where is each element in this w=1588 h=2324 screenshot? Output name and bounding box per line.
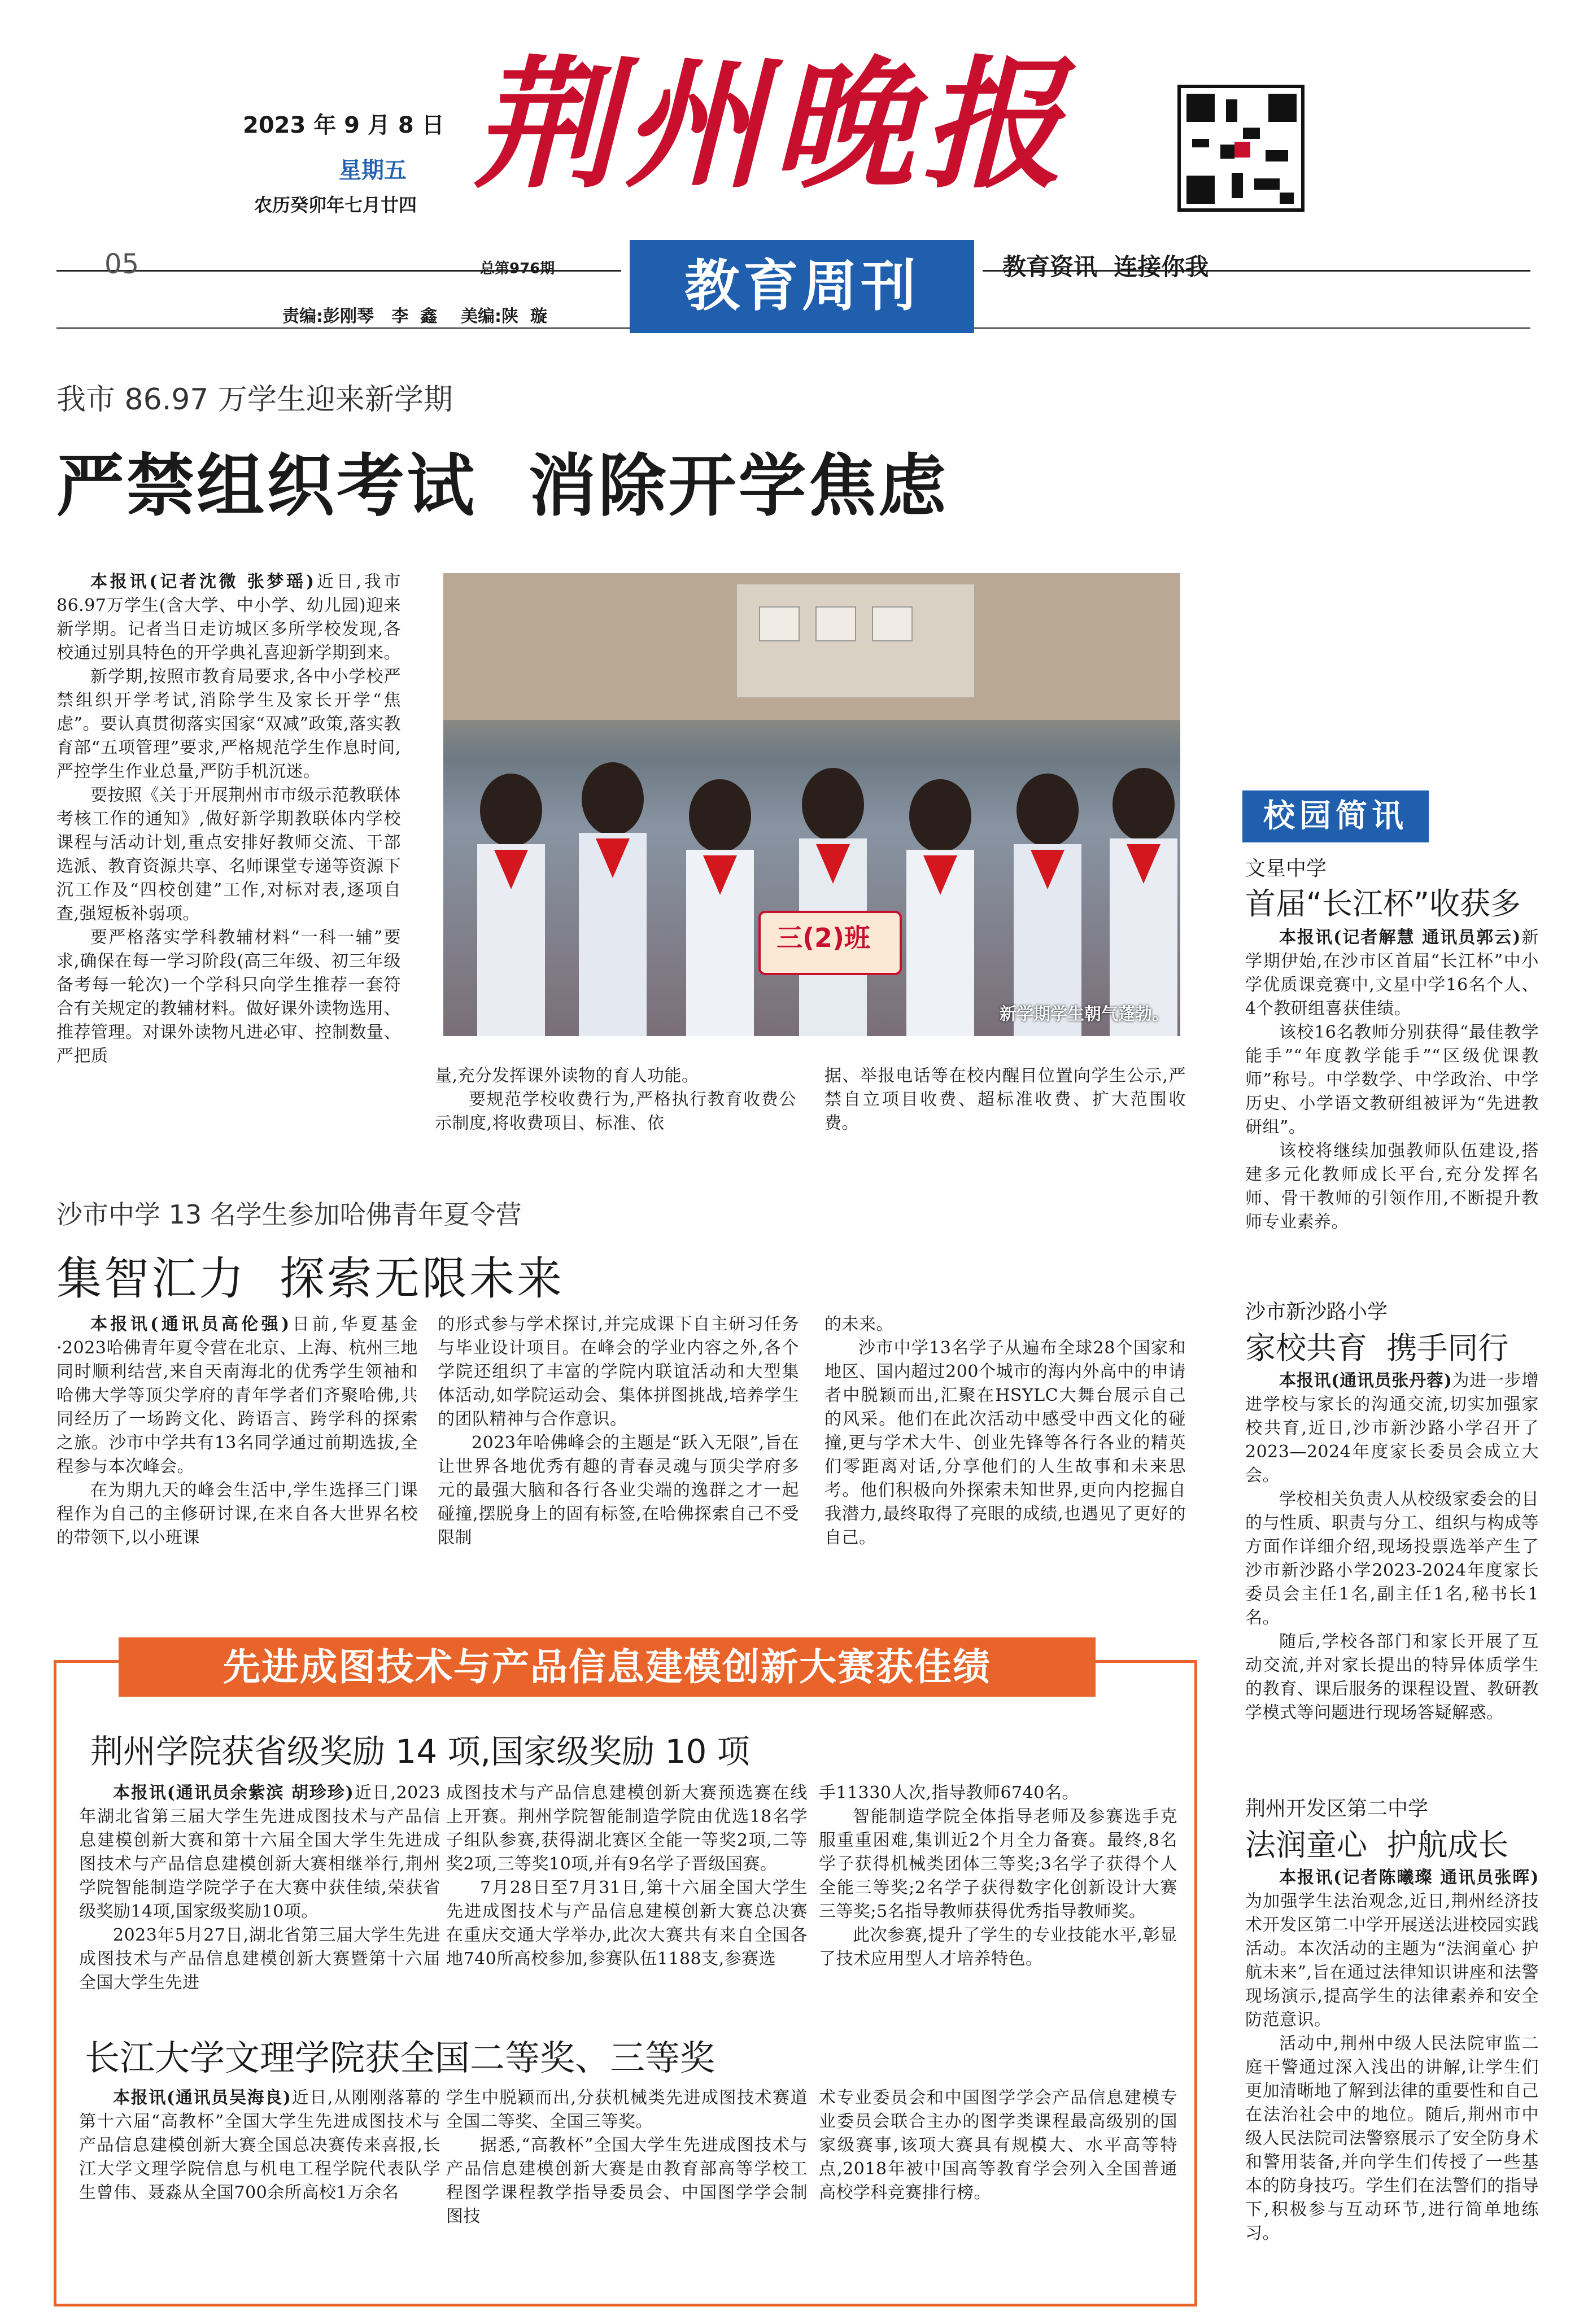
story2-column-3 xyxy=(824,1313,1186,1550)
sidebar-item2-body xyxy=(1245,1369,1539,1725)
feature-a-paragraph-1: 近日,2023年湖北省第三届大学生先进成图技术与产品信息建模创新大赛和第十六届全国大学生先进成图技术与产品信息建模创新大赛相继举行,荆州学院智能制造学院学子在大赛中获佳绩,荣获省级奖励14项,国家级奖励10项。 xyxy=(79,1783,440,1921)
masthead-lunar: 农历癸卯年七月廿四 xyxy=(254,194,417,216)
story1-col2-text-b: 要规范学校收费行为,严格执行教育收费公示制度,将收费项目、标准、依 xyxy=(435,1090,796,1133)
story2-paragraph-1: 日前,华夏基金·2023哈佛青年夏令营在北京、上海、杭州三地同时顺利结营,来自天南海北的优秀学生领袖和哈佛大学等顶尖学府的青年学者们齐聚哈佛,共同经历了一场跨文化、跨语言、跨学科的探索之旅。沙市中学共有13名同学通过前期选拔,全程参与本次峰会。 xyxy=(56,1314,418,1476)
feature-banner xyxy=(119,1637,1096,1697)
sidebar-item2-p1: 为进一步增进学校与家长的沟通交流,切实加强家校共育,近日,沙市新沙路小学召开了2023—2024年度家长委员会成立大会。 xyxy=(1245,1371,1539,1486)
sidebar-item3-headline: 法润童心 护航成长 xyxy=(1245,1827,1509,1863)
sidebar-item3-byline: 本报讯(记者陈曦璨 通讯员张晖) xyxy=(1279,1868,1539,1888)
sidebar-item2-p2: 学校相关负责人从校级家委会的目的与性质、职责与分工、组织与构成等方面作详细介绍,现场投票选举产生了沙市新沙路小学2023-2024年度家长委员会主任1名,副主任1名,秘书长1名。 xyxy=(1245,1489,1539,1628)
feature-b-paragraph-4: 术专业委员会和中国图学学会产品信息建模专业委员会联合主办的图学类课程最高级别的国家级赛事,该项大赛具有规模大、水平高等特点,2018年被中国高等教育学会列入全国普通高校学科竞赛排行榜。 xyxy=(819,2088,1177,2203)
story2-paragraph-6: 沙市中学13名学子从遍布全球28个国家和地区、国内超过200个城市的海内外高中的申请者中脱颖而出,汇聚在HSYLC大舞台展示自己的风采。他们在此次活动中感受中西文化的碰撞,更与学术大牛、创业先锋等各行各业的精英们零距离对话,分享他们的人生故事和未来思考。他们积极向外探索未知世界,更向内挖掘自我潜力,最终取得了亮眼的成绩,也遇见了更好的自己。 xyxy=(824,1338,1186,1548)
sidebar-item3-p2: 活动中,荆州中级人民法院审监二庭干警通过深入浅出的讲解,让学生们更加清晰地了解到法律的重要性和自己在法治社会中的地位。随后,荆州市中级人民法院司法警察展示了安全防身术和警用装备,并向学生们传授了一些基本的防身技巧。学生们在法警们的指导下,积极参与互动环节,进行简单地练习。 xyxy=(1245,2034,1539,2243)
feature-a-paragraph-3: 成图技术与产品信息建模创新大赛预选赛在线上开赛。荆州学院智能制造学院由优选18名学子组队参赛,获得湖北赛区全能一等奖2项,二等奖2项,三等奖10项,并有9名学子晋级国赛。 xyxy=(446,1783,808,1874)
sidebar-item3-school: 荆州开发区第二中学 xyxy=(1245,1797,1429,1820)
story1-byline: 本报讯(记者沈微 张梦瑶) xyxy=(90,572,315,592)
story1-headline: 严禁组织考试 消除开学焦虑 xyxy=(56,447,949,526)
sidebar-badge xyxy=(1242,790,1429,842)
story2-column-2 xyxy=(438,1313,799,1550)
class-sign: 三(2)班 xyxy=(776,923,871,953)
newspaper-title: 荆州晚报 xyxy=(474,41,1071,207)
feature-b-column-2 xyxy=(446,2086,808,2229)
sidebar-badge-text: 校园简讯 xyxy=(1263,798,1408,835)
section-title: 教育周刊 xyxy=(684,254,919,318)
sidebar-item1-p2: 该校16名教师分别获得“最佳教学能手”“年度教学能手”“区级优课教师”称号。中学数学、中学政治、中学历史、小学语文教研组被评为“先进教研组”。 xyxy=(1245,1023,1539,1137)
story1-column-2 xyxy=(435,1064,796,1135)
story2-paragraph-3: 的形式参与学术探讨,并完成课下自主研习任务与毕业设计项目。在峰会的学业内容之外,各个学院还组织了丰富的学院内联谊活动和大型集体活动,如学院运动会、集体拼图挑战,培养学生的团队精神与合作意识。 xyxy=(438,1314,799,1429)
story2-kicker: 沙市中学 13 名学生参加哈佛青年夏令营 xyxy=(56,1199,522,1230)
feature-a-paragraph-2: 2023年5月27日,湖北省第三届大学生先进成图技术与产品信息建模创新大赛暨第十六届全国大学生先进 xyxy=(79,1925,440,1993)
story1-paragraph-4: 要严格落实学科教辅材料“一科一辅”要求,确保在每一学习阶段(高三年级、初三年级备考每一轮次)一个学科只向学生推荐一套符合有关规定的教辅材料。做好课外读物选用、推荐管理。对课外读物凡进必审、控制数量、严把质 xyxy=(56,928,401,1066)
feature-a-paragraph-4: 7月28日至7月31日,第十六届全国大学生先进成图技术与产品信息建模创新大赛总决赛在重庆交通大学举办,此次大赛共有来自全国各地740所高校参加,参赛队伍1188支,参赛选 xyxy=(446,1878,808,1969)
sidebar-item1-school: 文星中学 xyxy=(1245,857,1327,880)
feature-banner-text: 先进成图技术与产品信息建模创新大赛获佳绩 xyxy=(223,1645,991,1689)
story1-column-3 xyxy=(824,1064,1186,1135)
qr-code-icon xyxy=(1177,85,1305,212)
masthead-weekday: 星期五 xyxy=(339,158,407,184)
feature-a-paragraph-7: 此次参赛,提升了学生的专业技能水平,彰显了技术应用型人才培养特色。 xyxy=(819,1925,1177,1969)
story2-paragraph-2: 在为期九天的峰会生活中,学生选择三门课程作为自己的主修研讨课,在来自各大世界名校的带领下,以小班课 xyxy=(56,1480,418,1548)
sidebar-item3-p1: 为加强学生法治观念,近日,荆州经济技术开发区第二中学开展送法进校园实践活动。本次活动的主题为“法润童心 护航未来”,旨在通过法律知识讲座和法警现场演示,提高学生的法律素养和安全防范意识。 xyxy=(1245,1891,1539,2030)
story1-kicker: 我市 86.97 万学生迎来新学期 xyxy=(56,383,453,417)
story2-paragraph-4: 2023年哈佛峰会的主题是“跃入无限”,旨在让世界各地优秀有趣的青春灵魂与顶尖学府多元的最强大脑和各行各业尖端的逸群之才一起碰撞,摆脱身上的固有标签,在哈佛探索自己不受限制 xyxy=(438,1433,799,1548)
editors-credit: 责编:彭刚琴 李 鑫 美编:陕 璇 xyxy=(282,307,547,326)
page-number: 05 xyxy=(104,248,139,280)
story2-paragraph-5: 的未来。 xyxy=(824,1314,893,1334)
sidebar-item2-p3: 随后,学校各部门和家长开展了互动交流,并对家长提出的特异体质学生的教育、课后服务的课程设置、教研教学模式等问题进行现场答疑解惑。 xyxy=(1245,1632,1539,1723)
story1-paragraph-1: 近日,我市86.97万学生(含大学、中小学、幼儿园)迎来新学期。记者当日走访城区多所学校发现,各校通过别具特色的开学典礼喜迎新学期到来。 xyxy=(56,572,401,663)
sidebar-item2-byline: 本报讯(通讯员张丹蓉) xyxy=(1279,1371,1452,1391)
masthead-date: 2023 年 9 月 8 日 xyxy=(243,112,444,138)
news-photo xyxy=(443,573,1180,1036)
feature-a-column-2 xyxy=(446,1781,808,1971)
feature-a-headline: 荆州学院获省级奖励 14 项,国家级奖励 10 项 xyxy=(90,1732,750,1771)
issue-number: 总第976期 xyxy=(480,260,555,277)
section-banner xyxy=(630,240,974,333)
sidebar-item2-headline: 家校共育 携手同行 xyxy=(1245,1330,1509,1366)
sidebar-item1-byline: 本报讯(记者解慧 通讯员郭云) xyxy=(1279,928,1521,947)
feature-a-paragraph-6: 智能制造学院全体指导老师及参赛选手克服重重困难,集训近2个月全力备赛。最终,8名学子获得机械类团体三等奖;3名学子获得个人全能三等奖;2名学子获得数字化创新设计大赛三等奖;5名指导教师获得优秀指导教师奖。 xyxy=(819,1807,1177,1921)
feature-b-column-1 xyxy=(79,2086,440,2205)
feature-b-paragraph-2: 学生中脱颖而出,分获机械类先进成图技术赛道全国二等奖、全国三等奖。 xyxy=(446,2088,808,2131)
story1-col3-text: 据、举报电话等在校内醒目位置向学生公示,严禁自立项目收费、超标准收费、扩大范围收费。 xyxy=(824,1066,1186,1133)
photo-illustration xyxy=(443,573,1180,1036)
sidebar-item1-p1: 新学期伊始,在沙市区首届“长江杯”中小学优质课竞赛中,文星中学16名个人、4个教研组喜获佳绩。 xyxy=(1245,928,1539,1019)
feature-a-byline: 本报讯(通讯员余紫滨 胡珍珍) xyxy=(113,1783,354,1803)
story2-headline: 集智汇力 探索无限未来 xyxy=(56,1252,564,1305)
sidebar-item2-school: 沙市新沙路小学 xyxy=(1245,1300,1388,1323)
feature-a-paragraph-5: 手11330人次,指导教师6740名。 xyxy=(819,1783,1079,1803)
sidebar-item1-body xyxy=(1245,926,1539,1234)
feature-b-column-3 xyxy=(819,2086,1177,2205)
story1-paragraph-2: 新学期,按照市教育局要求,各中小学校严禁组织开学考试,消除学生及家长开学“焦虑”。要认真贯彻落实国家“双减”政策,落实教育部“五项管理”要求,严格规范学生作息时间,严控学生作业总量,严防手机沉迷。 xyxy=(56,667,401,781)
story1-paragraph-3: 要按照《关于开展荆州市市级示范教联体考核工作的通知》,做好新学期教联体内学校课程与活动计划,重点安排好教师交流、干部选派、教育资源共享、名师课堂专递等资源下沉工作及“四校创建”工作,对标对表,逐项自查,强短板补弱项。 xyxy=(56,785,401,924)
feature-b-paragraph-3: 据悉,“高教杯”全国大学生先进成图技术与产品信息建模创新大赛是由教育部高等学校工程图学课程教学指导委员会、中国图学学会制图技 xyxy=(446,2135,808,2226)
story2-column-1 xyxy=(56,1313,418,1550)
feature-a-column-1 xyxy=(79,1781,440,1995)
feature-b-paragraph-1: 近日,从刚刚落幕的第十六届“高教杯”全国大学生先进成图技术与产品信息建模创新大赛全国总决赛传来喜报,长江大学文理学院信息与机电工程学院代表队学生曾伟、聂淼从全国700余所高校1万余名 xyxy=(79,2088,441,2203)
sidebar-item3-body xyxy=(1245,1866,1539,2246)
sidebar-item1-p3: 该校将继续加强教师队伍建设,搭建多元化教师成长平台,充分发挥名师、骨干教师的引领作用,不断提升教师专业素养。 xyxy=(1245,1141,1539,1232)
feature-b-byline: 本报讯(通讯员吴海良) xyxy=(113,2088,291,2108)
sidebar-item1-headline: 首届“长江杯”收获多 xyxy=(1245,886,1521,921)
story2-byline: 本报讯(通讯员高伦强) xyxy=(90,1314,290,1334)
feature-b-headline: 长江大学文理学院获全国二等奖、三等奖 xyxy=(85,2037,716,2078)
story1-column-1 xyxy=(56,570,401,1068)
feature-a-column-3 xyxy=(819,1781,1177,1971)
story1-col2-text: 量,充分发挥课外读物的育人功能。 xyxy=(435,1066,699,1086)
section-slogan: 教育资讯 连接你我 xyxy=(1002,253,1209,281)
photo-caption: 新学期学生朝气蓬勃。 xyxy=(1000,1004,1169,1024)
